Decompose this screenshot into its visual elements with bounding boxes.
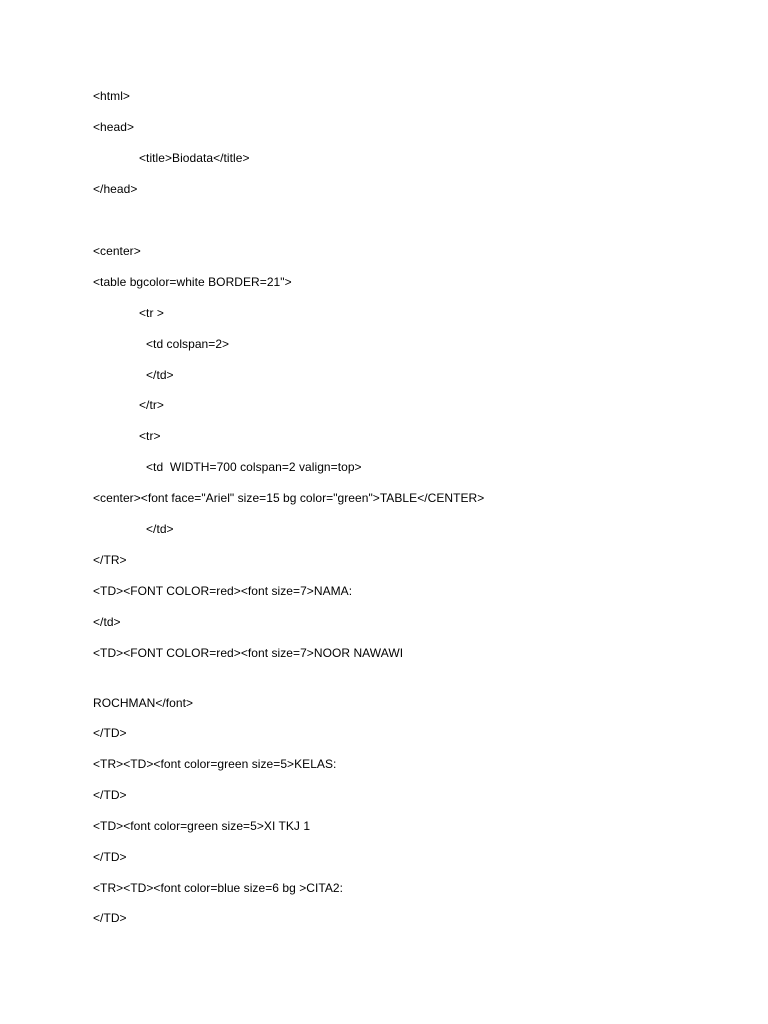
code-line: <html> <box>93 89 130 103</box>
code-line: <td WIDTH=700 colspan=2 valign=top> <box>146 460 362 474</box>
code-line: <TD><font color=green size=5>XI TKJ 1 <box>93 819 311 833</box>
code-line: </TD> <box>93 788 127 802</box>
code-line: <td colspan=2> <box>146 337 230 351</box>
code-line: </td> <box>146 368 174 382</box>
code-line: </tr> <box>139 398 164 412</box>
code-line: <table bgcolor=white BORDER=21"> <box>93 275 292 289</box>
code-line: </head> <box>93 182 138 196</box>
code-line: </td> <box>93 615 121 629</box>
code-line: <TR><TD><font color=blue size=6 bg >CITA2: <box>93 881 344 895</box>
code-line: <title>Biodata</title> <box>139 151 250 165</box>
code-line: </TR> <box>93 553 127 567</box>
code-line: </TD> <box>93 911 127 925</box>
code-line: <TD><FONT COLOR=red><font size=7>NOOR NAWAWI <box>93 646 404 660</box>
code-line: <TD><FONT COLOR=red><font size=7>NAMA: <box>93 584 353 598</box>
code-line: <tr > <box>139 306 164 320</box>
code-line: ROCHMAN</font> <box>93 696 194 710</box>
code-line: </TD> <box>93 726 127 740</box>
code-line: <center> <box>93 244 141 258</box>
code-line: <center><font face="Ariel" size=15 bg color="green">TABLE</CENTER> <box>93 491 485 505</box>
code-line: <head> <box>93 120 135 134</box>
code-line: </TD> <box>93 850 127 864</box>
code-line: </td> <box>146 522 174 536</box>
code-line: <tr> <box>139 429 161 443</box>
code-line: <TR><TD><font color=green size=5>KELAS: <box>93 757 337 771</box>
